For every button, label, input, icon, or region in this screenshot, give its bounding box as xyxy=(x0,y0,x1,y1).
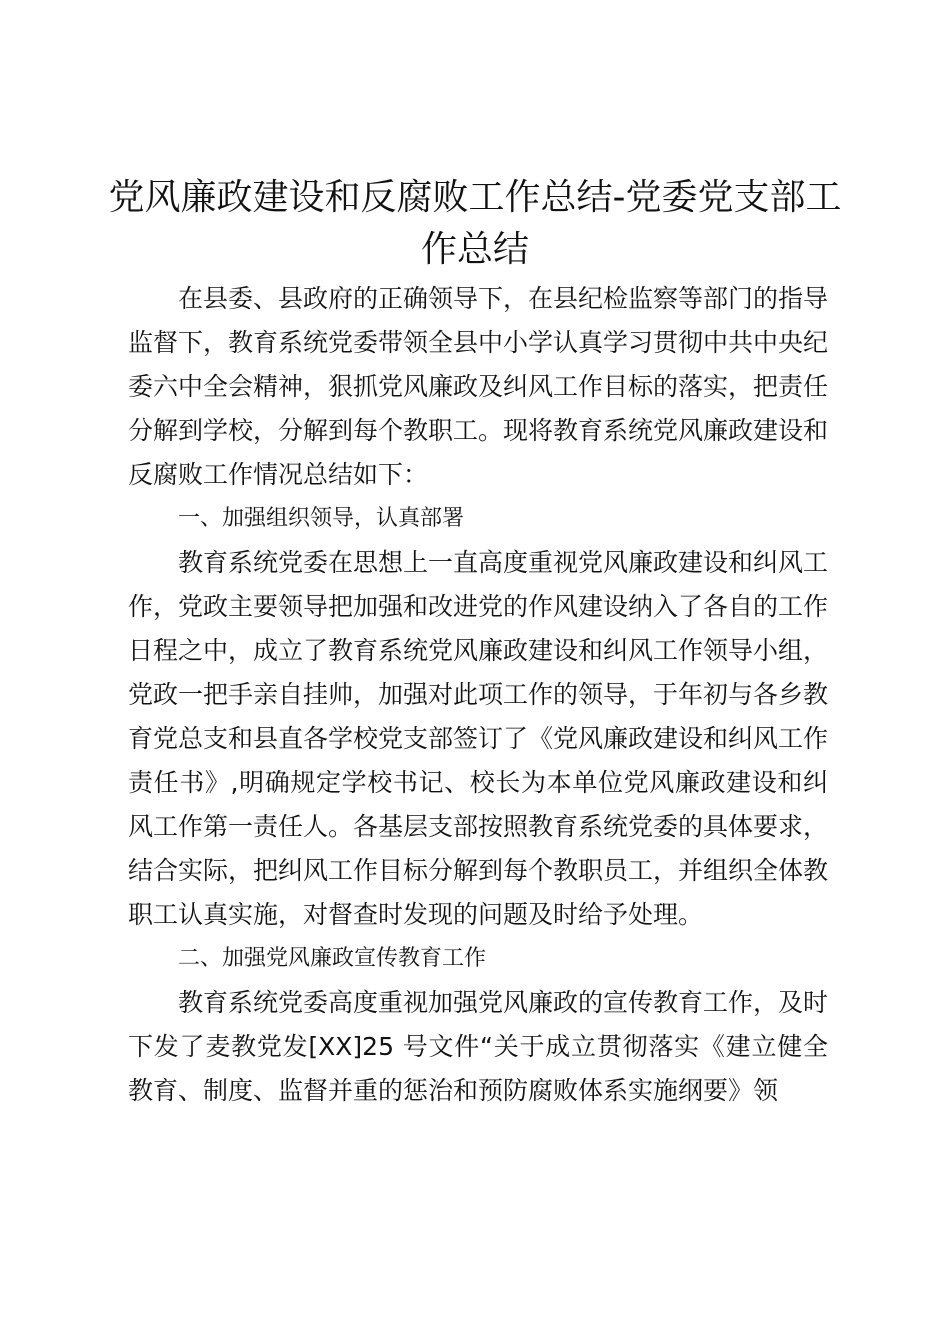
section-2-paragraph: 教育系统党委高度重视加强党风廉政的宣传教育工作，及时下发了麦教党发[XX]25 号文件“关于成立贯彻落实《建立健全教育、制度、监督并重的惩治和预防腐败体系实施纲要》领 xyxy=(128,988,829,1105)
section-1-paragraph: 教育系统党委在思想上一直高度重视党风廉政建设和纠风工作，党政主要领导把加强和改进党的作风建设纳入了各自的工作日程之中，成立了教育系统党风廉政建设和纠风工作领导小组，党政一把手亲自挂帅，加强对此项工作的领导，于年初与各乡教育党总支和县直各学校党支部签订了《党风廉政建设和纠风工作责任书》,明确规定学校书记、校长为本单位党风廉政建设和纠风工作第一责任人。各基层支部按照教育系统党委的具体要求，结合实际，把纠风工作目标分解到每个教职员工，并组织全体教职工认真实施，对督查时发现的问题及时给予处理。 xyxy=(128,548,829,929)
document-title: 党风廉政建设和反腐败工作总结-党委党支部工作总结 xyxy=(108,177,842,270)
document-body xyxy=(128,277,828,1113)
section-heading-1: 一、加强组织领导，认真部署 xyxy=(178,506,465,531)
intro-paragraph: 在县委、县政府的正确领导下，在县纪检监察等部门的指导监督下，教育系统党委带领全县中小学认真学习贯彻中共中央纪委六中全会精神，狠抓党风廉政及纠风工作目标的落实，把责任分解到学校，分解到每个教职工。现将教育系统党风廉政建设和反腐败工作情况总结如下： xyxy=(128,284,829,489)
section-heading-2: 二、加强党风廉政宣传教育工作 xyxy=(178,946,487,971)
